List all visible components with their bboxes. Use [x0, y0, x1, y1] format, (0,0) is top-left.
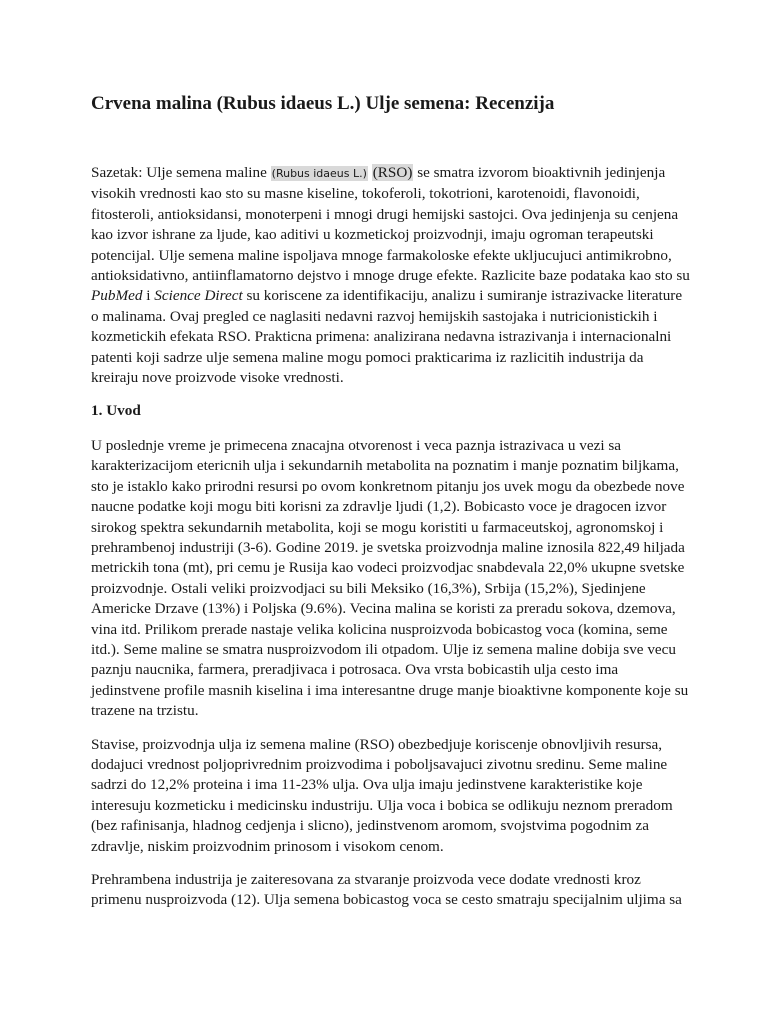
document-title: Crvena malina (Rubus idaeus L.) Ulje semena: Recenzija: [91, 93, 555, 114]
abstract-conjunction: i: [142, 287, 155, 305]
abstract-paragraph: [91, 163, 691, 388]
intro-paragraph-1: U poslednje vreme je primecena znacajna otvorenost i veca paznja istrazivaca u vezi sa karakterizacijom etericnih ulja i sekundarnih metabolita na poznatim i manje poznatim biljkama, sto je istaklo kako prirodni resursi po ovom konkretnom pitanju jos uvek mogu da obezbede nove naucne podatke koji mogu biti korisni za zdravlje ljudi (1,2). Bobicasto voce je dragocen izvor sirokog spektra sekundarnih metabolita, koji se mogu koristiti u farmaceutskoj, agronomskoj i prehrambenoj industriji (3-6). Godine 2019. je svetska proizvodnja maline iznosila 822,49 hiljada metrickih tona (mt), pri cemu je Rusija kao vodeci proizvodjac snabdevala 22,0% ukupne svetske proizvodnje. Ostali veliki proizvodjaci su bili Meksiko (16,3%), Srbija (15,2%), Sjedinjene Americke Drzave (13%) i Poljska (9.6%). Vecina malina se koristi za preradu sokova, dzemova, vina itd. Prilikom prerade nastaje velika kolicina nusproizvoda bobicastog voca (komina, seme itd.). Seme maline se smatra nusproizvodom ili otpadom. Ulje iz semena maline dobija sve vecu paznju naucnika, farmera, preradjivaca i potrosaca. Ova vrsta bobicastih ulja cesto ima jedinstvene profile masnih kiselina i ima interesantne druge manje bioaktivne komponente koje su trazene na trzistu.: [91, 436, 689, 720]
rso-abbreviation-highlight: (RSO): [372, 164, 413, 181]
database-science-direct: Science Direct: [154, 287, 243, 305]
section-heading-intro: 1. Uvod: [91, 402, 141, 420]
intro-paragraph-3: [91, 870, 691, 911]
abstract-lead: Sazetak: Ulje semena maline: [91, 164, 271, 181]
species-name-highlight: (Rubus idaeus L.): [271, 167, 367, 180]
database-pubmed: PubMed: [91, 287, 143, 305]
intro-paragraph-3-line-1: Prehrambena industrija je zaiteresovana za stvaranje proizvoda vece dodate vrednosti kroz: [91, 871, 641, 888]
abstract-tail: su koriscene za identifikaciju, analizu i sumiranje istrazivacke literature o malinama. Ovaj pregled ce naglasiti nedavni razvoj hemijskih sastojaka i nutricionistickih i kozmetickih efekata RSO. Prakticna primena: analizirana nedavna istrazivanja i internacionalni patenti koji sadrze ulje semena maline mogu pomoci prakticarima iz razlicitih industrija da kreiraju nove proizvode visoke vrednosti.: [91, 287, 683, 387]
intro-paragraph-2: Stavise, proizvodnja ulja iz semena maline (RSO) obezbedjuje koriscenje obnovljivih resursa, dodajuci vrednost poljoprivrednim proizvodima i poboljsavajuci zivotnu sredinu. Seme maline sadrzi do 12,2% proteina i ima 11-23% ulja. Ova ulja imaju jedinstvene karakteristike koje interesuju kozmeticku i medicinsku industriju. Ulja voca i bobica se odlikuju neznom preradom (bez rafinisanja, hladnog cedjenja i slicno), jedinstvenom aromom, svojstvima pogodnim za zdravlje, niskim proizvodnim prinosom i visokom cenom.: [91, 735, 673, 855]
document-body: [91, 163, 691, 924]
abstract-body: se smatra izvorom bioaktivnih jedinjenja visokih vrednosti kao sto su masne kiseline, tokoferoli, tokotrioni, karotenoidi, flavonoidi, fitosteroli, antioksidansi, monoterpeni i mnogi drugi hemijski sastojci. Ova jedinjenja su cenjena kao izvor ishrane za ljude, kao aditivi u kozmetickoj proizvodnji, imaju ogroman terapeutski potencijal. Ulje semena maline ispoljava mnoge farmakoloske efekte ukljucujuci antimikrobno, antioksidativno, antiinflamatorno dejstvo i mnoge druge efekte. Razlicite baze podataka kao sto su: [91, 164, 690, 285]
intro-paragraph-3-line-2: primenu nusproizvoda (12). Ulja semena bobicastog voca se cesto smatraju specijalnim uljima sa: [91, 891, 682, 909]
